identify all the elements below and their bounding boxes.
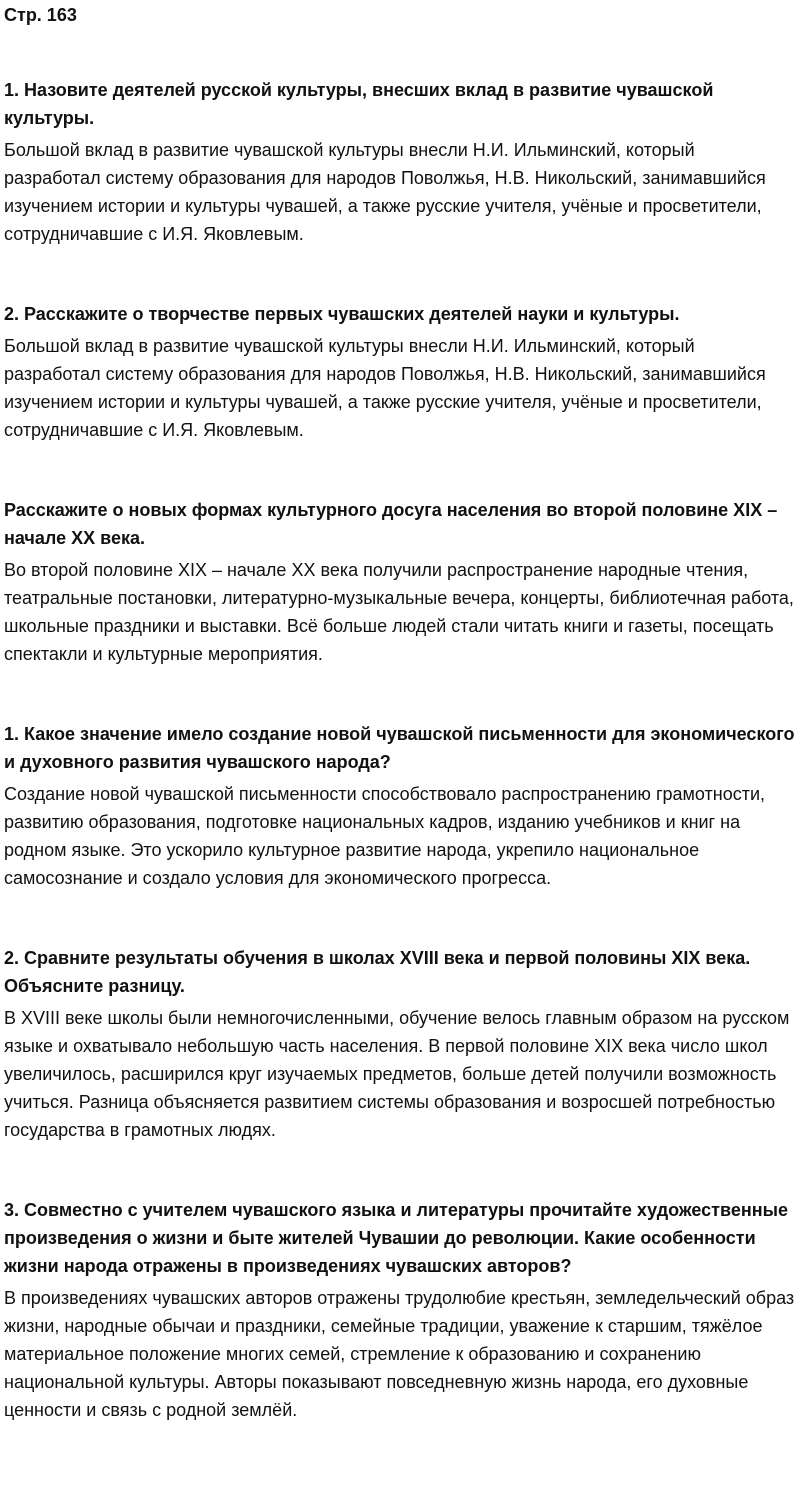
spacer [4,668,796,720]
spacer [4,892,796,944]
answer-paragraph: В XVIII веке школы были немногочисленными, обучение велось главным образом на русском языке и охватывало небольшую часть населения. В первой половине XIX века число школ увеличилось, расширился круг изучаемых предметов, больше детей получили возможность учиться. Разница объясняется развитием системы образования и возросшей потребностью государства в грамотных людях. [4,1008,790,1140]
qa-block-6 [4,1196,796,1424]
spacer [4,1144,796,1196]
qa-block-3 [4,496,796,668]
qa-block-4 [4,720,796,892]
question-heading: 2. Расскажите о творчестве первых чувашских деятелей науки и культуры. [4,304,680,324]
question-heading: 2. Сравните результаты обучения в школах XVIII века и первой половины XIX века. Объясните разницу. [4,948,751,996]
answer-paragraph: В произведениях чувашских авторов отражены трудолюбие крестьян, земледельческий образ жизни, народные обычаи и праздники, семейные традиции, уважение к старшим, тяжёлое материальное положение многих семей, стремление к образованию и сохранению национальной культуры. Авторы показывают повседневную жизнь народа, его духовные ценности и связь с родной землёй. [4,1288,795,1420]
qa-block-5 [4,944,796,1144]
answer-paragraph: Большой вклад в развитие чувашской культуры внесли Н.И. Ильминский, который разработал систему образования для народов Поволжья, Н.В. Никольский, занимавшийся изучением истории и культуры чувашей, а также русские учителя, учёные и просветители, сотрудничавшие с И.Я. Яковлевым. [4,140,766,244]
spacer [4,29,796,76]
page-number: Стр. 163 [4,5,77,25]
question-heading: 3. Совместно с учителем чувашского языка и литературы прочитайте художественные произведения о жизни и быте жителей Чувашии до революции. Какие особенности жизни народа отражены в произведениях чувашских авторов? [4,1200,788,1276]
question-heading: 1. Назовите деятелей русской культуры, внесших вклад в развитие чувашской культуры. [4,80,714,128]
answer-paragraph: Во второй половине XIX – начале XX века получили распространение народные чтения, театральные постановки, литературно-музыкальные вечера, концерты, библиотечная работа, школьные праздники и выставки. Всё больше людей стали читать книги и газеты, посещать спектакли и культурные мероприятия. [4,560,794,664]
answer-paragraph: Большой вклад в развитие чувашской культуры внесли Н.И. Ильминский, который разработал систему образования для народов Поволжья, Н.В. Никольский, занимавшийся изучением истории и культуры чувашей, а также русские учителя, учёные и просветители, сотрудничавшие с И.Я. Яковлевым. [4,336,766,440]
spacer [4,248,796,300]
answer-paragraph: Создание новой чувашской письменности способствовало распространению грамотности, развитию образования, подготовке национальных кадров, изданию учебников и книг на родном языке. Это ускорило культурное развитие народа, укрепило национальное самосознание и создало условия для экономического прогресса. [4,784,766,888]
qa-block-2 [4,300,796,444]
question-heading: 1. Какое значение имело создание новой чувашской письменности для экономического и духовного развития чувашского народа? [4,724,795,772]
spacer [4,444,796,496]
question-heading: Расскажите о новых формах культурного досуга населения во второй половине XIX – начале XX века. [4,500,778,548]
qa-block-1 [4,76,796,248]
